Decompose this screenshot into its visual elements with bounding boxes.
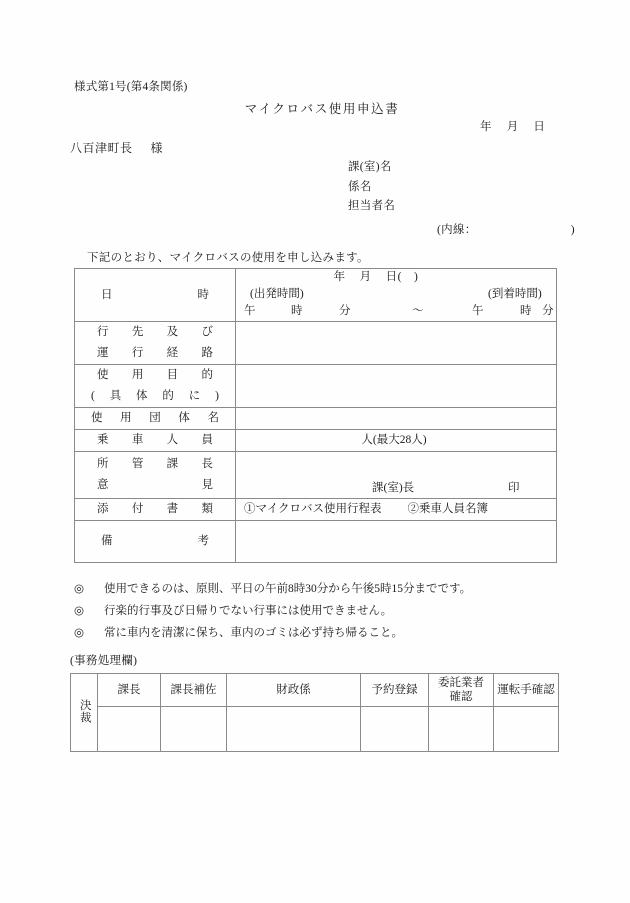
date-month: 月 — [359, 271, 372, 283]
applicant-person: 担当者名 — [348, 200, 396, 212]
arrival-hour: 時 — [520, 305, 532, 317]
value-cell-attachments — [236, 499, 557, 521]
label-cell-purpose — [75, 365, 236, 408]
admin-header-itaku-line2: 確認 — [449, 691, 473, 703]
extension-line — [437, 221, 575, 237]
admin-section-title: (事務処理欄) — [70, 655, 138, 667]
value-cell-destination[interactable] — [236, 322, 557, 365]
label-passengers: 乗車人員 — [97, 434, 213, 446]
admin-header-yoyaku-toroku: 予約登録 — [361, 674, 429, 707]
attachments-value — [236, 499, 556, 520]
year-label: 年 — [480, 121, 492, 133]
time-range-tilde: 〜 — [412, 305, 424, 317]
addressee — [70, 139, 163, 156]
value-cell-passengers[interactable] — [236, 430, 557, 452]
admin-header-untenshu-kakunin: 運転手確認 — [494, 674, 559, 707]
label-destination-line1: 行先及び — [97, 326, 213, 338]
label-cell-destination — [75, 322, 236, 365]
note-item — [74, 622, 471, 644]
label-attachments: 添付書類 — [97, 503, 213, 515]
label-destination-line2: 運行経路 — [97, 347, 213, 359]
admin-processing-table — [70, 673, 559, 752]
intro-sentence: 下記のとおり、マイクロバスの使用を申し込みます。 — [87, 252, 369, 264]
value-cell-opinion[interactable] — [236, 452, 557, 499]
admin-cell-itaku-gyosha[interactable] — [429, 707, 494, 752]
label-cell-attachments — [75, 499, 236, 521]
label-cell-group-name — [75, 408, 236, 430]
label-cell-datetime — [75, 269, 236, 322]
value-cell-group-name[interactable] — [236, 408, 557, 430]
arrival-minute: 分 — [542, 305, 554, 317]
departure-hour: 時 — [291, 305, 303, 317]
month-label: 月 — [506, 121, 519, 133]
table-row-attachments — [75, 499, 557, 521]
datetime-date-line — [236, 269, 556, 286]
admin-cell-kacho[interactable] — [98, 707, 161, 752]
form-number: 様式第1号(第4条関係) — [74, 81, 188, 93]
admin-body-row — [71, 707, 559, 752]
table-row-purpose — [75, 365, 557, 408]
table-row-group-name — [75, 408, 557, 430]
label-opinion-line2: 意見 — [97, 479, 213, 491]
arrival-time-label: (到着時間) — [488, 288, 542, 300]
label-purpose-line1: 使用目的 — [97, 369, 213, 381]
note-bullet-icon: ◎ — [74, 605, 85, 617]
label-cell-remarks — [75, 521, 236, 563]
departure-ampm: 午 — [244, 305, 256, 317]
note-bullet-icon: ◎ — [74, 583, 85, 595]
value-cell-datetime[interactable] — [236, 269, 557, 322]
attachment-item-1: ①マイクロバス使用行程表 — [244, 503, 382, 515]
admin-cell-yoyaku-toroku[interactable] — [361, 707, 429, 752]
label-remarks: 備考 — [101, 535, 209, 547]
admin-cell-zaiseigakari[interactable] — [227, 707, 361, 752]
admin-header-row — [71, 674, 559, 707]
note-item — [74, 578, 471, 600]
applicant-group: 係名 — [348, 180, 372, 193]
day-label: 日 — [533, 121, 546, 133]
admin-vertical-label: 決裁 — [78, 698, 91, 724]
departure-minute: 分 — [339, 305, 351, 317]
admin-header-kacho-hosa: 課長補佐 — [161, 674, 227, 707]
application-table — [74, 268, 557, 563]
addressee-honorific: 様 — [150, 141, 164, 155]
table-row-datetime — [75, 269, 557, 322]
label-opinion-line1: 所管課長 — [97, 458, 213, 470]
opinion-seal-label: 印 — [508, 482, 520, 494]
admin-vertical-label-cell — [71, 674, 98, 752]
date-line — [480, 118, 545, 134]
note-bullet-icon: ◎ — [74, 627, 85, 639]
opinion-value — [236, 452, 556, 498]
note-item — [74, 600, 471, 622]
value-cell-remarks[interactable] — [236, 521, 557, 563]
applicant-section: 課(室)名 — [348, 161, 392, 173]
opinion-section-chief-label: 課(室)長 — [372, 482, 415, 494]
table-row-opinion — [75, 452, 557, 499]
departure-time-label: (出発時間) — [250, 288, 304, 300]
label-cell-opinion — [75, 452, 236, 499]
label-purpose-line2: (具体的に) — [91, 390, 219, 402]
extension-label: (内線： — [437, 224, 471, 236]
applicant-block — [348, 158, 395, 217]
admin-header-itaku-line1: 委託業者 — [438, 677, 484, 689]
table-row-remarks — [75, 521, 557, 563]
note-text: 常に車内を清潔に保ち、車内のゴミは必ず持ち帰ること。 — [104, 627, 403, 639]
note-text: 使用できるのは、原則、平日の午前8時30分から午後5時15分までです。 — [104, 583, 472, 595]
label-cell-passengers — [75, 430, 236, 452]
notes-block — [74, 578, 471, 644]
passengers-value: 人(最大28人) — [361, 434, 427, 446]
table-row-destination — [75, 322, 557, 365]
note-text: 行楽的行事及び日帰りでない行事には使用できません。 — [104, 605, 393, 617]
value-cell-purpose[interactable] — [236, 365, 557, 408]
datetime-caption-line — [236, 286, 556, 303]
admin-cell-kacho-hosa[interactable] — [161, 707, 227, 752]
date-day: 日( ) — [385, 271, 419, 283]
label-group-name: 使用団体名 — [91, 412, 219, 424]
table-row-passengers — [75, 430, 557, 452]
label-datetime: 日 時 — [101, 288, 209, 301]
admin-header-kacho: 課長 — [98, 674, 161, 707]
attachment-item-2: ②乗車人員名簿 — [407, 503, 489, 515]
document-title: マイクロバス使用申込書 — [244, 102, 400, 116]
addressee-name: 八百津町長 — [70, 141, 133, 155]
admin-header-zaiseigakari: 財政係 — [227, 674, 361, 707]
admin-cell-untenshu-kakunin[interactable] — [494, 707, 559, 752]
date-year: 年 — [333, 271, 346, 283]
datetime-fields-line — [236, 303, 556, 321]
admin-header-itaku-gyosha — [429, 674, 494, 707]
extension-close-paren: ) — [570, 224, 575, 236]
arrival-ampm: 午 — [472, 305, 484, 317]
